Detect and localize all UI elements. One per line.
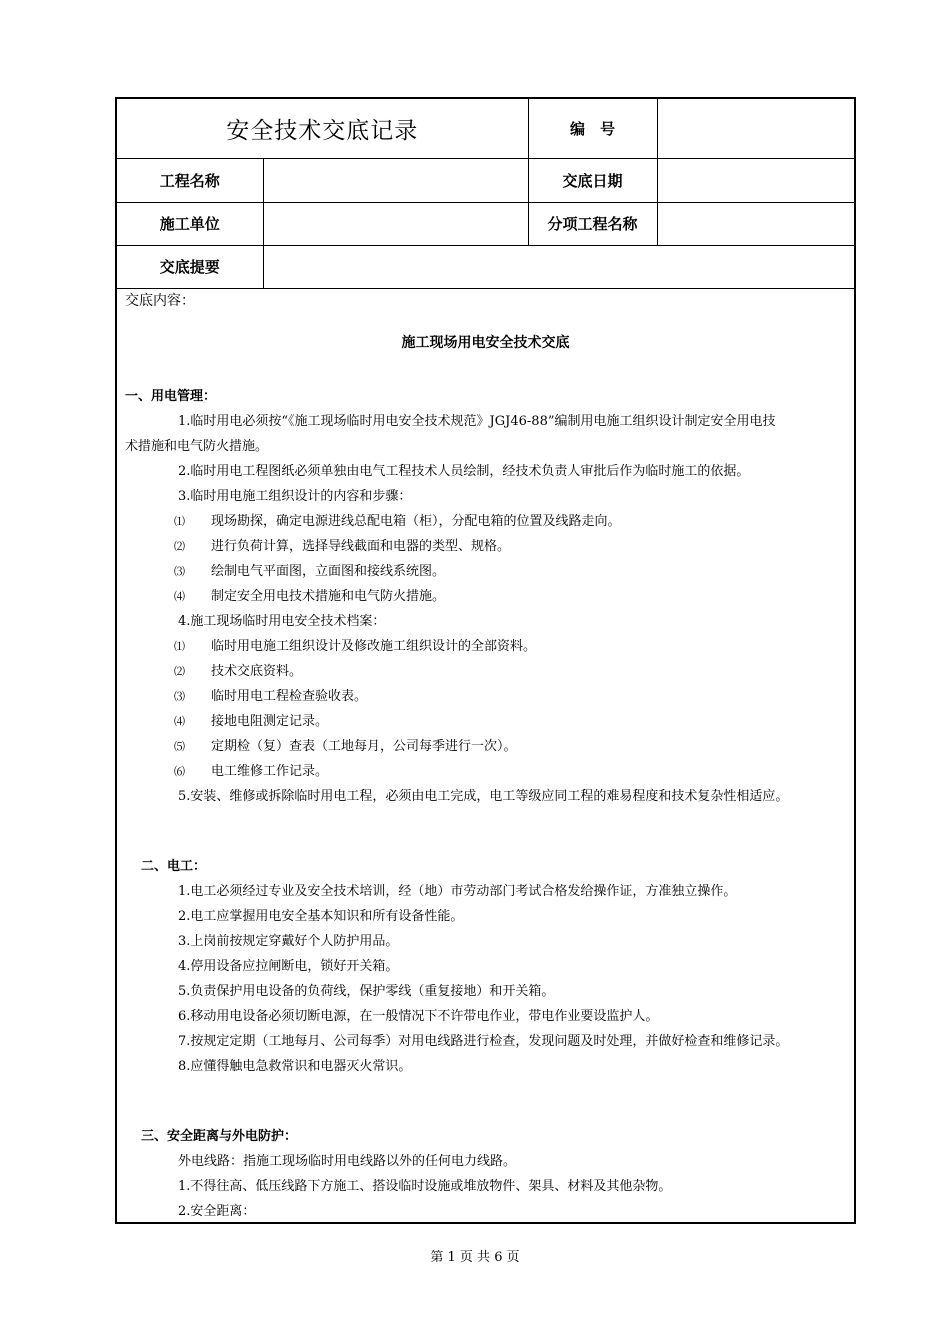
paragraph: 2.安全距离： [178,1203,256,1219]
summary-value[interactable] [263,245,854,288]
paragraph: 4.施工现场临时用电安全技术档案： [178,613,386,629]
unit-value[interactable] [263,202,528,245]
list-number: ⑴ [174,639,185,653]
list-number: ⑷ [174,714,185,728]
paragraph: 3.上岗前按规定穿戴好个人防护用品。 [178,933,399,949]
list-item: 接地电阻测定记录。 [211,713,329,729]
record-form [115,97,856,1224]
paragraph: 7.按规定定期（工地每月、公司每季）对用电线路进行检查，发现问题及时处理，并做好检查和维修记录。 [178,1033,789,1049]
number-value[interactable] [657,99,854,158]
list-item: 定期检（复）查表（工地每月，公司每季进行一次）。 [211,738,517,754]
paragraph: 5.负责保护用电设备的负荷线，保护零线（重复接地）和开关箱。 [178,983,555,999]
list-number: ⑹ [174,764,185,778]
date-label: 交底日期 [528,158,657,202]
project-name-label: 工程名称 [117,158,263,202]
paragraph: 1.不得往高、低压线路下方施工、搭设临时设施或堆放物件、架具、材料及其他杂物。 [178,1178,672,1194]
paragraph: 2.临时用电工程图纸必须单独由电气工程技术人员绘制，经技术负责人审批后作为临时施工的依据。 [178,463,750,479]
list-number: ⑵ [174,664,185,678]
section-3-title: 三、安全距离与外电防护： [141,1128,298,1144]
list-item: 临时用电工程检查验收表。 [211,688,368,704]
paragraph: 1.电工必须经过专业及安全技术培训，经（地）市劳动部门考试合格发给操作证，方准独立操作。 [178,883,737,899]
paragraph: 2.电工应掌握用电安全基本知识和所有设备性能。 [178,908,464,924]
list-number: ⑶ [174,564,185,578]
date-value[interactable] [657,158,854,202]
paragraph: 8.应懂得触电急救常识和电器灭火常识。 [178,1058,412,1074]
list-number: ⑶ [174,689,185,703]
list-number: ⑵ [174,539,185,553]
paragraph: 6.移动用电设备必须切断电源，在一般情况下不许带电作业，带电作业要设监护人。 [178,1008,659,1024]
list-item: 现场勘探，确定电源进线总配电箱（柜），分配电箱的位置及线路走向。 [211,513,621,529]
list-number: ⑸ [174,739,185,753]
unit-label: 施工单位 [117,202,263,245]
list-item: 临时用电施工组织设计及修改施工组织设计的全部资料。 [211,638,537,654]
list-number: ⑷ [174,589,185,603]
paragraph: 3.临时用电施工组织设计的内容和步骤： [178,488,412,504]
form-title: 安全技术交底记录 [117,99,528,158]
number-label: 编 号 [528,99,657,158]
sub-project-label: 分项工程名称 [528,202,657,245]
paragraph: 4.停用设备应拉闸断电，锁好开关箱。 [178,958,399,974]
paragraph: 5.安装、维修或拆除临时用电工程，必须由电工完成，电工等级应同工程的难易程度和技术复杂性相适应。 [178,788,789,804]
list-item: 制定安全用电技术措施和电气防火措施。 [211,588,446,604]
list-item: 技术交底资料。 [211,663,303,679]
main-title: 施工现场用电安全技术交底 [401,334,570,351]
list-item: 绘制电气平面图，立面图和接线系统图。 [211,563,446,579]
section-1-title: 一、用电管理： [125,388,217,404]
header-table [117,99,854,289]
project-name-value[interactable] [263,158,528,202]
section-2-title: 二、电工： [141,858,207,874]
content-label: 交底内容： [125,292,195,309]
paragraph: 外电线路：指施工现场临时用电线路以外的任何电力线路。 [178,1153,517,1169]
sub-project-value[interactable] [657,202,854,245]
list-number: ⑴ [174,514,185,528]
list-item: 电工维修工作记录。 [211,763,329,779]
summary-label: 交底提要 [117,245,263,288]
page-footer: 第 1 页 共 6 页 [430,1250,520,1265]
list-item: 进行负荷计算，选择导线截面和电器的类型、规格。 [211,538,511,554]
paragraph: 术措施和电气防火措施。 [125,438,269,454]
paragraph: 1.临时用电必须按“《施工现场临时用电安全技术规范》JGJ46-88”编制用电施工组织设计制定安全用电技 [178,413,776,429]
